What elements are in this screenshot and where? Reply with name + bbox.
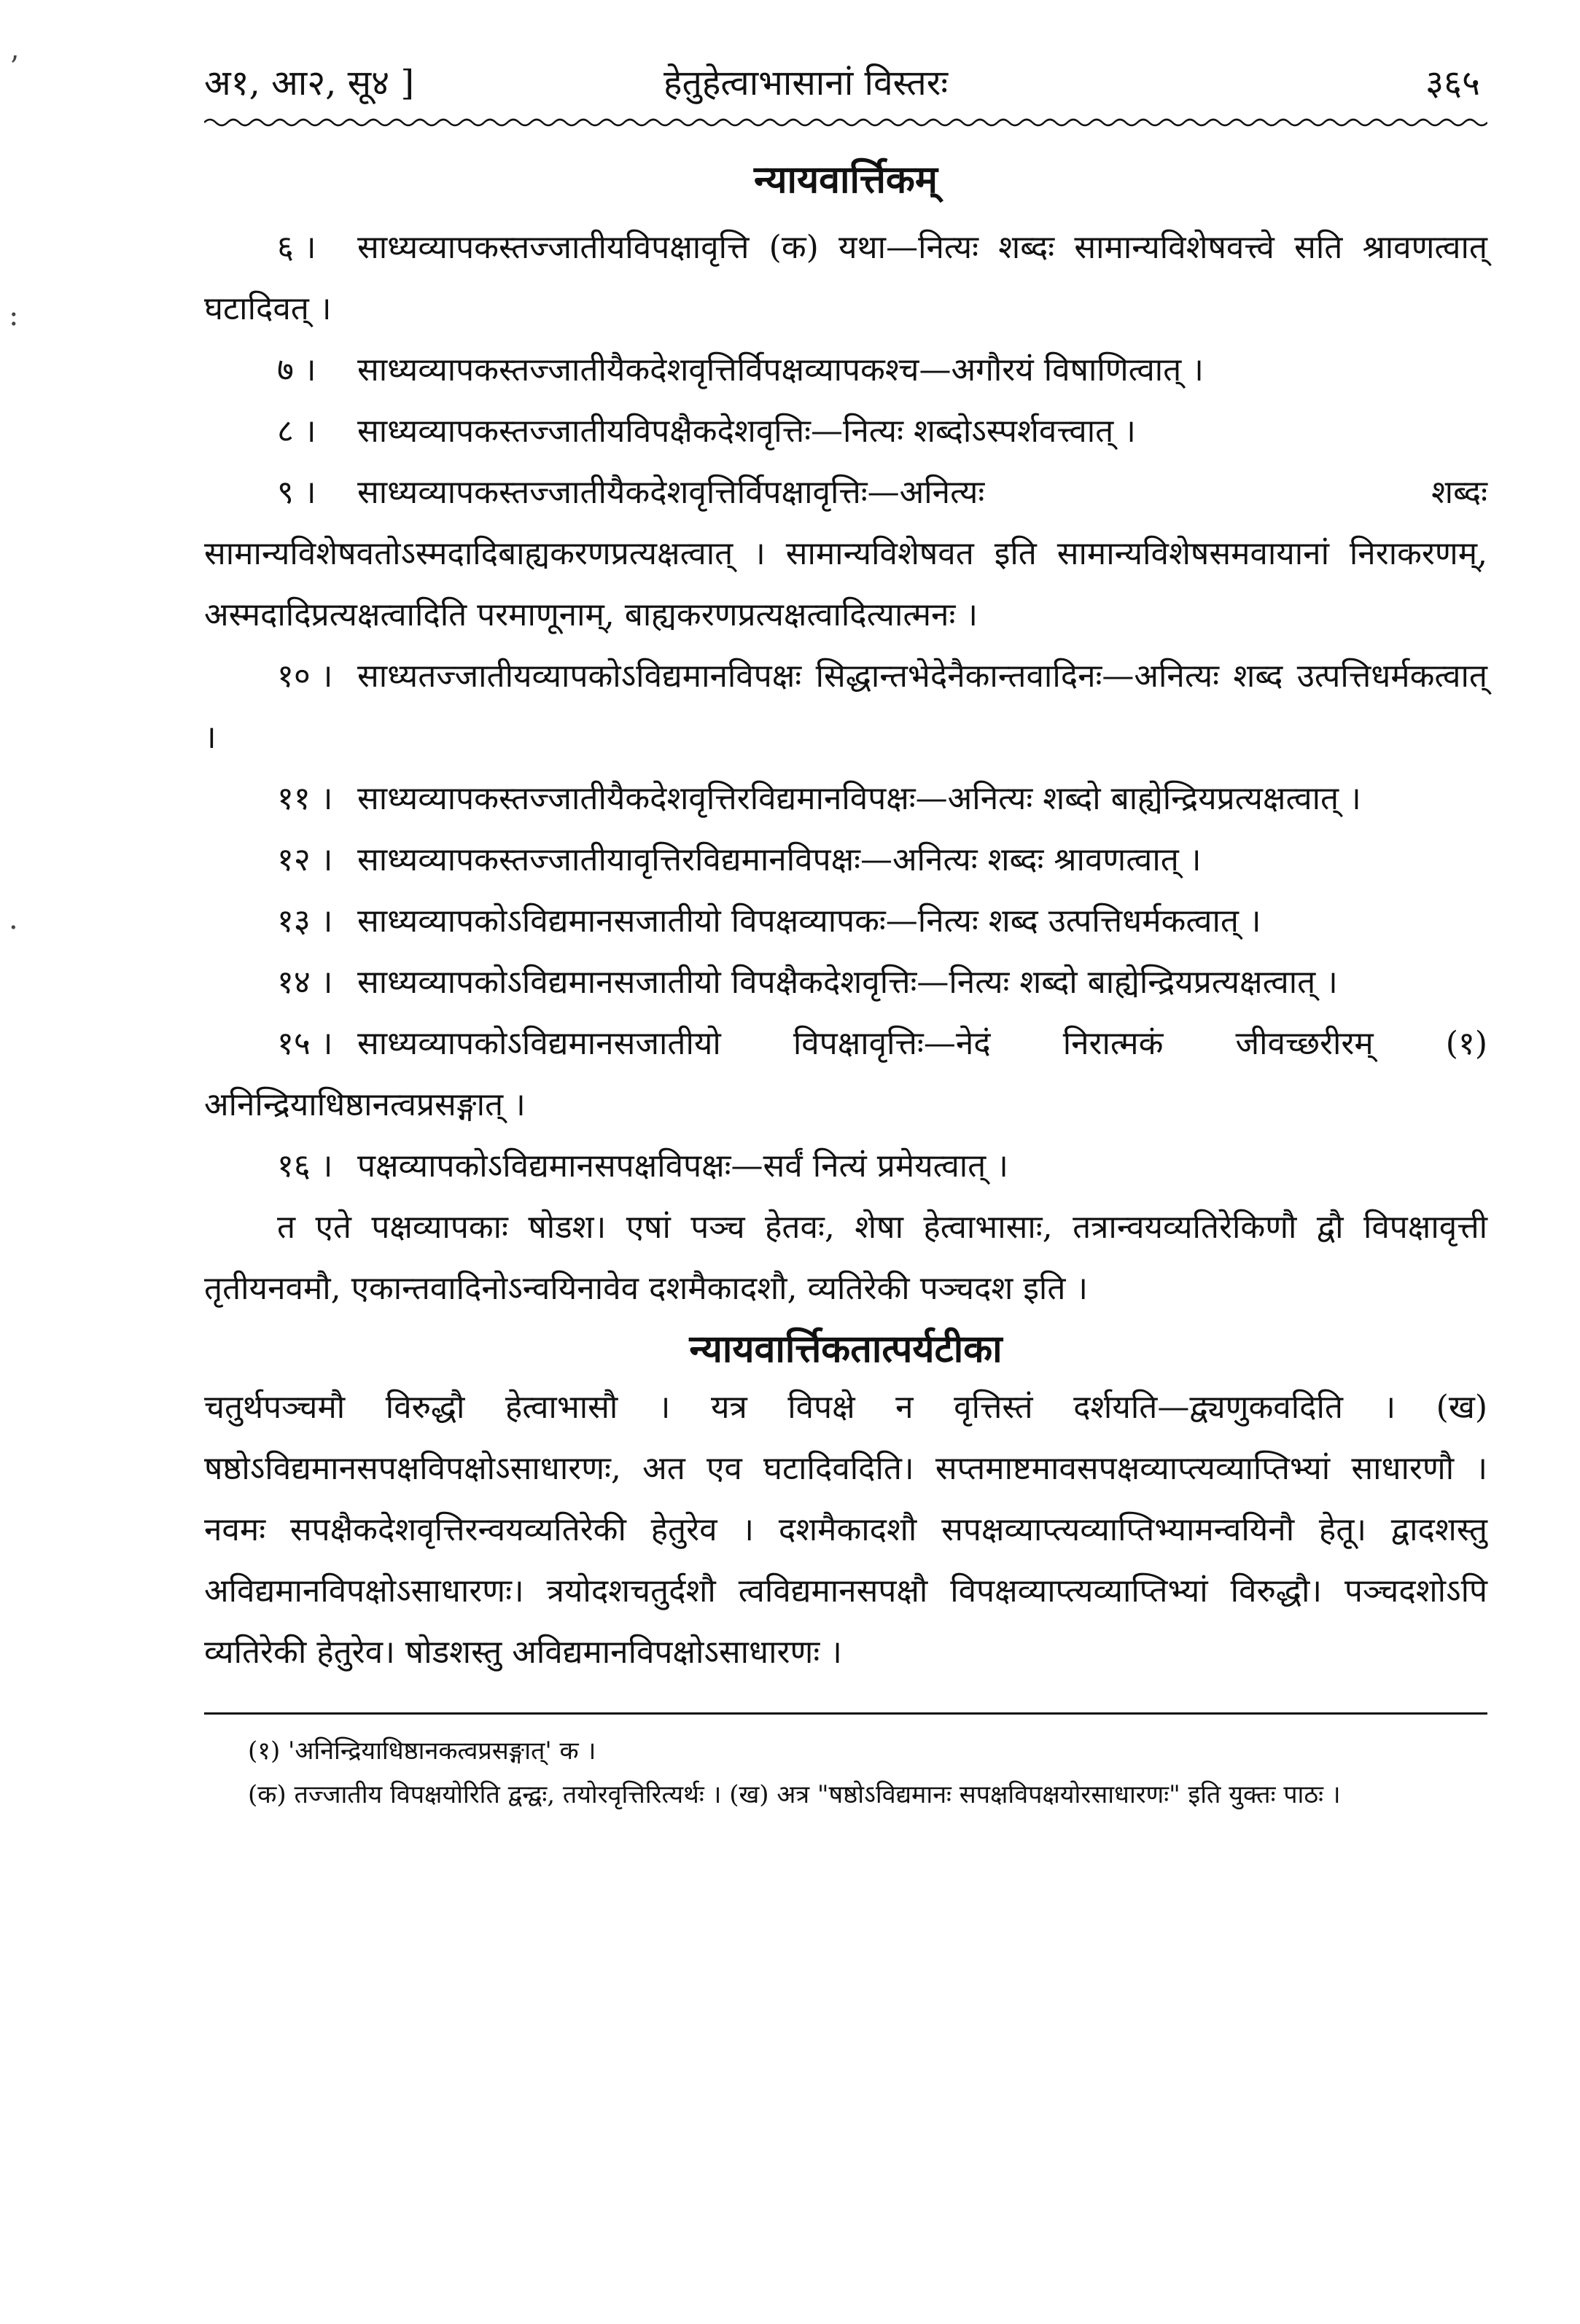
list-item (204, 1013, 1487, 1136)
footnote-divider (204, 1712, 1487, 1715)
item-text: साध्यव्यापकोऽविद्यमानसजातीयो विपक्षव्यापकः—नित्यः शब्द उत्पत्तिधर्मकत्वात् । (357, 902, 1261, 940)
item-text: साध्यतज्जातीयव्यापकोऽविद्यमानविपक्षः सिद्धान्तभेदेनैकान्तवादिनः—अनित्यः शब्द उत्पत्तिधर्मकत्वात् । (204, 658, 1487, 757)
item-text: साध्यव्यापकस्तज्जातीयैकदेशवृत्तिर्विपक्षव्यापकश्च—अगौरयं विषाणित्वात् । (357, 351, 1204, 389)
page (204, 44, 1487, 2289)
footnote: (१) 'अनिन्द्रियाधिष्ठानकत्वप्रसङ्गात्' क । (248, 1736, 596, 1766)
item-text: साध्यव्यापकोऽविद्यमानसजातीयो विपक्षैकदेशवृत्तिः—नित्यः शब्दो बाह्येन्द्रियप्रत्यक्षत्वात् । (357, 964, 1338, 1002)
header-title: हेतुहेत्वाभासानां विस्तरः (663, 63, 949, 104)
wavy-rule (204, 114, 1487, 131)
item-number: १४ । (277, 964, 333, 1002)
item-number: ८ । (277, 413, 316, 451)
list-item (204, 768, 1487, 830)
section-title-tika: न्यायवार्त्तिकतात्पर्यटीका (689, 1327, 1003, 1372)
item-number: ६ । (277, 229, 316, 267)
item-number: ९ । (277, 474, 316, 512)
item-text: पक्षव्यापकोऽविद्यमानसपक्षविपक्षः—सर्वं नित्यं प्रमेयत्वात् । (357, 1147, 1008, 1185)
item-number: ७ । (277, 351, 316, 389)
margin-mark: · (9, 911, 18, 945)
page-number: ३६५ (1425, 63, 1480, 104)
item-text: साध्यव्यापकोऽविद्यमानसजातीयो विपक्षावृत्तिः—नेदं निरात्मकं जीवच्छरीरम् (१) अनिन्द्रियाधिष्ठानत्वप्रसङ्गात् । (204, 1025, 1487, 1124)
footnotes (204, 1729, 1487, 1817)
item-number: १६ । (277, 1147, 333, 1185)
list-item (204, 646, 1487, 768)
item-text: साध्यव्यापकस्तज्जातीयैकदेशवृत्तिर्विपक्षावृत्तिः—अनित्यः शब्दः सामान्यविशेषवतोऽस्मदादिबाह्यकरणप्रत्यक्षत्वात् । सामान्यविशेषवत इति सामान्यविशेषसमवायानां निराकरणम्, अस्मदादिप्रत्यक्षत्वादिति परमाणूनाम्, बाह्यकरणप्रत्यक्षत्वादित्यात्मनः । (204, 474, 1487, 634)
list-item (204, 952, 1487, 1013)
item-number: ११ । (277, 780, 333, 818)
margin-mark: : (9, 299, 19, 332)
summary-paragraph: त एते पक्षव्यापकाः षोडश। एषां पञ्च हेतवः, शेषा हेत्वाभासाः, तत्रान्वयव्यतिरेकिणौ द्वौ विपक्षावृत्ती तृतीयनवमौ, एकान्तवादिनोऽन्वयिनावेव दशमैकादशौ, व्यतिरेकी पञ्चदश इति । (204, 1209, 1487, 1308)
item-text: साध्यव्यापकस्तज्जातीयैकदेशवृत्तिरविद्यमानविपक्षः—अनित्यः शब्दो बाह्येन्द्रियप्रत्यक्षत्वात् । (357, 780, 1361, 818)
running-header (204, 44, 1487, 109)
section-title-vartika: न्यायवार्त्तिकम् (754, 157, 938, 202)
list-item (204, 401, 1487, 462)
tika-paragraph: चतुर्थपञ्चमौ विरुद्धौ हेत्वाभासौ । यत्र विपक्षे न वृत्तिस्तं दर्शयति—द्व्यणुकवदिति । (ख) षष्ठोऽविद्यमानसपक्षविपक्षोऽसाधारणः, अत एव घटादिवदिति। सप्तमाष्टमावसपक्षव्याप्त्यव्याप्तिभ्यां साधारणौ । नवमः सपक्षैकदेशवृत्तिरन्वयव्यतिरेकी हेतुरेव । दशमैकादशौ सपक्षव्याप्त्यव्याप्तिभ्यामन्वयिनौ हेतू। द्वादशस्तु अविद्यमानविपक्षोऽसाधारणः। त्रयोदशचतुर्दशौ त्वविद्यमानसपक्षौ विपक्षव्याप्त्यव्याप्तिभ्यां विरुद्धौ। पञ्चदशोऽपि व्यतिरेकी हेतुरेव। षोडशस्तु अविद्यमानविपक्षोऽसाधारणः । (204, 1388, 1487, 1671)
item-number: १० । (277, 658, 333, 695)
tika-body (204, 1377, 1487, 1683)
list-item (204, 217, 1487, 340)
margin-mark: ʼ (9, 51, 18, 85)
list-item (204, 891, 1487, 952)
list-item (204, 1136, 1487, 1197)
list-item (204, 830, 1487, 891)
header-section-ref: अ१, आ२, सू४ ] (204, 63, 415, 104)
item-text: साध्यव्यापकस्तज्जातीयविपक्षावृत्ति (क) यथा—नित्यः शब्दः सामान्यविशेषवत्त्वे सति श्रावणत्वात् घटादिवत् । (204, 229, 1487, 328)
list-item (204, 340, 1487, 401)
list-item (204, 462, 1487, 646)
footnote: (क) तज्जातीय विपक्षयोरिति द्वन्द्वः, तयोरवृत्तिरित्यर्थः । (ख) अत्र "षष्ठोऽविद्यमानः सपक्षविपक्षयोरसाधारणः" इति युक्तः पाठः । (248, 1779, 1341, 1809)
item-number: १२ । (277, 841, 333, 879)
item-text: साध्यव्यापकस्तज्जातीयविपक्षैकदेशवृत्तिः—नित्यः शब्दोऽस्पर्शवत्त्वात् । (357, 413, 1136, 451)
item-text: साध्यव्यापकस्तज्जातीयावृत्तिरविद्यमानविपक्षः—अनित्यः शब्दः श्रावणत्वात् । (357, 841, 1202, 879)
item-number: १५ । (277, 1025, 333, 1063)
item-number: १३ । (277, 902, 333, 940)
vartika-body (204, 217, 1487, 1319)
